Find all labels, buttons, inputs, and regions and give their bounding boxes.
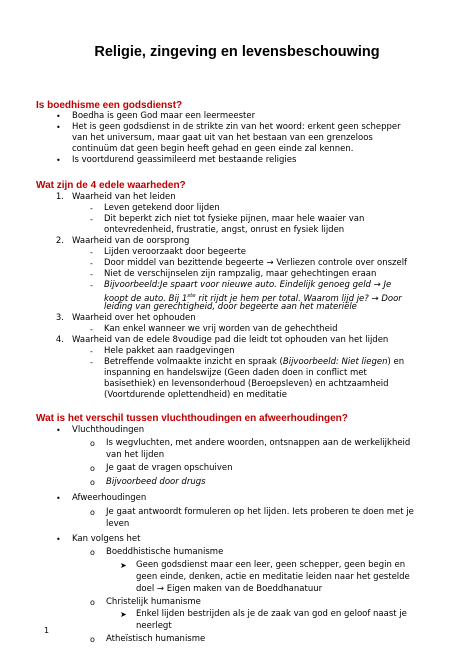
sub-item: Je gaat antwoordt formuleren op het lijden. Iets proberen te doen met je bbox=[106, 507, 414, 517]
dash-icon: - bbox=[90, 325, 93, 334]
bullet-icon: • bbox=[56, 535, 61, 544]
list-item: Is voortdurend geassimileerd met bestaande religies bbox=[72, 155, 297, 165]
sub-item: Lijden veroorzaakt door begeerte bbox=[104, 247, 247, 257]
sub-sub-item-continuation: geen einde, denken, actie en meditatie leiden naar het gestelde bbox=[136, 572, 410, 582]
dash-icon: - bbox=[90, 270, 93, 279]
sub-item: Christelijk humanisme bbox=[106, 597, 201, 607]
sub-item-text: ) en bbox=[387, 357, 405, 367]
sub-item: Je gaat de vragen opschuiven bbox=[106, 463, 233, 473]
sub-item-continuation: basisethiek) en levensonderhoud (Beroepsleven) en achtzaamheid bbox=[104, 379, 389, 389]
bullet-icon: • bbox=[56, 494, 61, 503]
dash-icon: - bbox=[90, 204, 93, 213]
sub-item: Leven getekend door lijden bbox=[104, 203, 220, 213]
page-number: 1 bbox=[44, 626, 50, 635]
bullet-icon: • bbox=[56, 156, 61, 165]
bullet-icon: • bbox=[56, 123, 61, 132]
list-item: Afweerhoudingen bbox=[72, 493, 147, 503]
sub-sub-item-continuation bbox=[136, 584, 322, 595]
section-heading-boeddhisme: Is boedhisme een godsdienst? bbox=[36, 100, 183, 111]
list-item: Kan volgens het bbox=[72, 534, 141, 544]
sub-item-example bbox=[104, 280, 391, 291]
sub-item: Kan enkel wanneer we vrij worden van de gehechtheid bbox=[104, 324, 338, 334]
list-item: Waarheid van het leiden bbox=[72, 192, 176, 202]
arrow-right-icon: → bbox=[266, 258, 274, 268]
list-item-continuation: van het universum, maar gaat uit van het bestaan van een grenzeloos bbox=[72, 133, 373, 143]
example-text: Door bbox=[381, 293, 402, 304]
example-text: Bijvoorbeeld: Niet liegen bbox=[282, 357, 388, 367]
bullet-icon: • bbox=[56, 112, 61, 121]
sub-item-text: doel bbox=[136, 584, 155, 594]
sub-item bbox=[104, 258, 407, 269]
sub-item: Hele pakket aan raadgevingen bbox=[104, 346, 235, 356]
arrow-bullet-icon: ➤ bbox=[120, 561, 127, 570]
dash-icon: - bbox=[90, 259, 93, 268]
sub-item-continuation: inspanning en handelswijze (Geen daden doen in conflict met bbox=[104, 368, 367, 378]
circle-bullet-icon: o bbox=[90, 635, 95, 644]
dash-icon: - bbox=[90, 215, 93, 224]
list-item-continuation: continuüm dat geen begin heeft gehad en geen einde zal kennen. bbox=[72, 144, 354, 154]
section-heading-edele-waarheden: Wat zijn de 4 edele waarheden? bbox=[36, 180, 186, 191]
example-text: Je bbox=[383, 280, 392, 290]
sub-item: Is wegvluchten, met andere woorden, ontsnappen aan de werkelijkheid bbox=[106, 438, 411, 448]
example-text: koopt de auto. Bij 1 bbox=[104, 293, 188, 304]
arrow-right-icon: → bbox=[373, 280, 381, 290]
arrow-bullet-icon: ➤ bbox=[120, 610, 127, 619]
arrow-right-icon: → bbox=[156, 584, 165, 594]
bullet-icon: • bbox=[56, 426, 61, 435]
sub-item-continuation: (Voortdurende oplettendheid) en meditatie bbox=[104, 390, 288, 400]
sub-sub-item-continuation: neerlegt bbox=[136, 621, 172, 631]
dash-icon: - bbox=[90, 347, 93, 356]
sub-item-text: Betreffende volmaakte inzicht en spraak ( bbox=[104, 357, 283, 367]
circle-bullet-icon: o bbox=[90, 478, 95, 487]
circle-bullet-icon: o bbox=[90, 508, 95, 517]
sub-item: Boeddhistische humanisme bbox=[106, 547, 224, 557]
document-title: Religie, zingeving en levensbeschouwing bbox=[94, 44, 380, 60]
list-item: Waarheid van de edele 8voudige pad die leidt tot ophouden van het lijden bbox=[72, 335, 389, 345]
sub-item-text: Door middel van bezittende begeerte bbox=[104, 258, 264, 268]
sub-item-example: Bijvoorbeed door drugs bbox=[106, 477, 206, 487]
sub-item-text: Eigen maken van de Boeddhanatuur bbox=[166, 584, 323, 594]
circle-bullet-icon: o bbox=[90, 464, 95, 473]
sub-item-text: Verliezen controle over onszelf bbox=[276, 258, 408, 268]
list-item: Waarheid van de oorsprong bbox=[72, 236, 190, 246]
list-number: 4. bbox=[55, 335, 64, 345]
example-text: rit rijdt je hem per total. Waarom lijd je? bbox=[198, 293, 369, 304]
arrow-right-icon: → bbox=[371, 293, 379, 304]
sub-sub-item: Enkel lijden bestrijden als je de zaak van god en geloof naast je bbox=[136, 609, 407, 619]
list-item: Het is geen godsdienst in de strikte zin van het woord: erkent geen schepper bbox=[72, 122, 401, 132]
sub-item bbox=[104, 357, 404, 368]
sub-item-example-continuation: leiding van gerechtigheid, door begeerte aan het materiële bbox=[104, 302, 357, 312]
circle-bullet-icon: o bbox=[90, 439, 95, 448]
sub-item-continuation: leven bbox=[106, 519, 130, 529]
dash-icon: - bbox=[90, 248, 93, 257]
sub-item-continuation: van het lijden bbox=[106, 450, 165, 460]
list-number: 1. bbox=[55, 192, 64, 202]
circle-bullet-icon: o bbox=[90, 548, 95, 557]
sub-item: Niet de verschijnselen zijn rampzalig, maar gehechtingen eraan bbox=[104, 269, 377, 279]
list-item: Waarheid over het ophouden bbox=[72, 313, 196, 323]
list-number: 2. bbox=[55, 236, 64, 246]
example-text: Bijvoorbeeld:Je spaart voor nieuwe auto. Eindelijk genoeg geld bbox=[104, 280, 371, 290]
list-item: Vluchthoudingen bbox=[72, 425, 145, 435]
circle-bullet-icon: o bbox=[90, 598, 95, 607]
sub-item-continuation: ontevredenheid, frustratie, angst, onrust en fysiek lijden bbox=[104, 225, 345, 235]
superscript: ste bbox=[187, 293, 196, 299]
list-number: 3. bbox=[55, 313, 64, 323]
dash-icon: - bbox=[90, 281, 93, 290]
sub-item: Dit beperkt zich niet tot fysieke pijnen, maar hele waaier van bbox=[104, 214, 365, 224]
sub-sub-item: Geen godsdienst maar een leer, geen schepper, geen begin en bbox=[136, 560, 406, 570]
list-item: Boedha is geen God maar een leermeester bbox=[72, 111, 256, 121]
sub-item: Atheïstisch humanisme bbox=[106, 634, 206, 644]
dash-icon: - bbox=[90, 358, 93, 367]
section-heading-vlucht-afweer: Wat is het verschil tussen vluchthoudingen en afweerhoudingen? bbox=[36, 413, 348, 424]
